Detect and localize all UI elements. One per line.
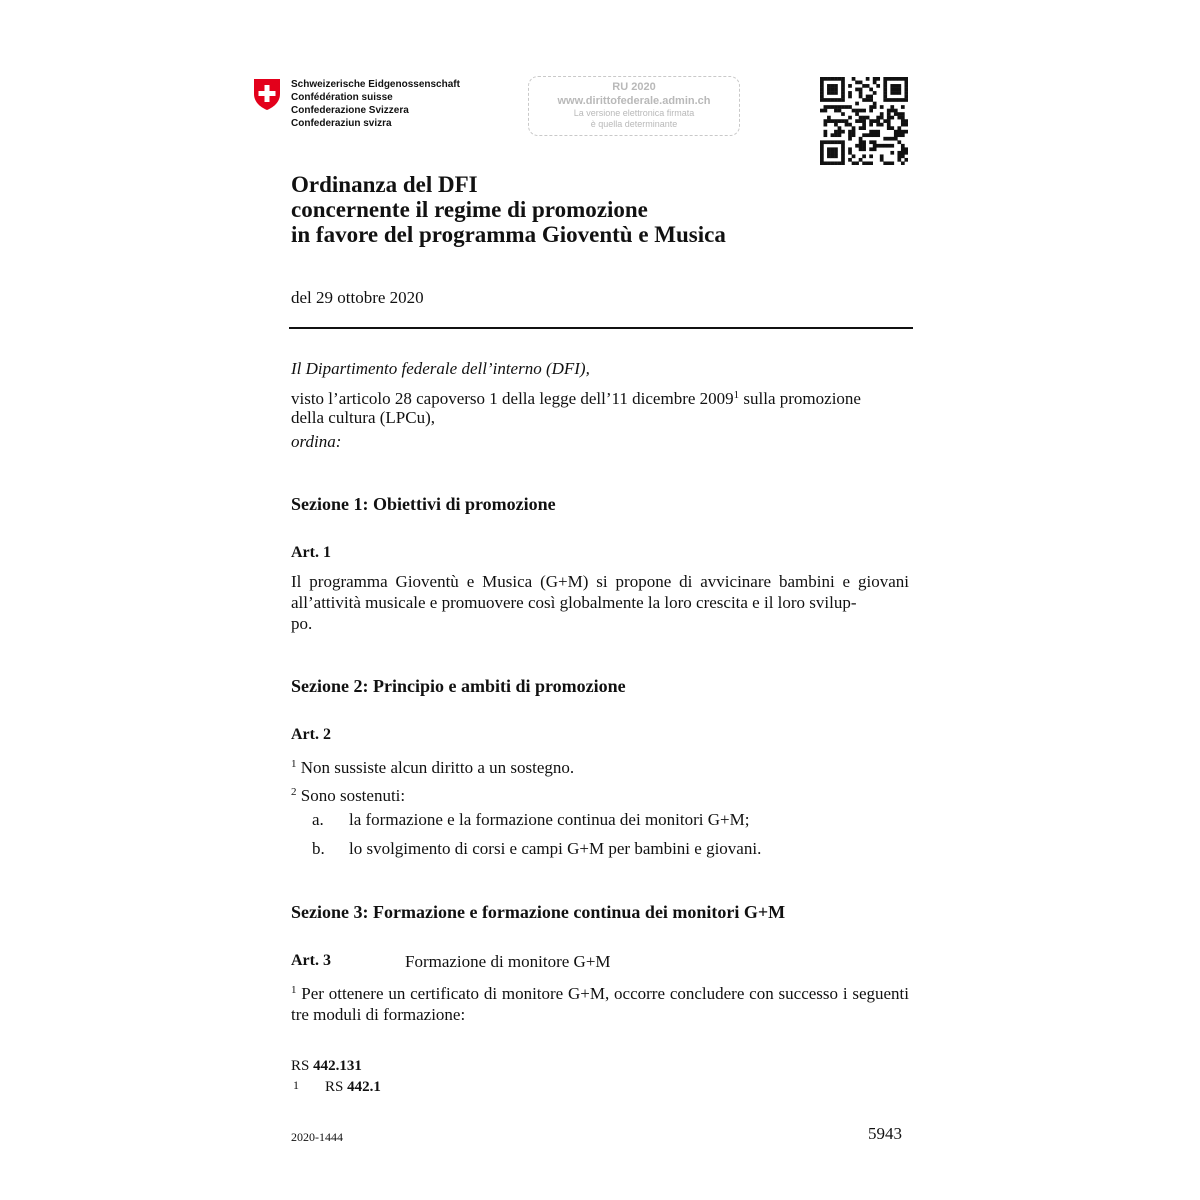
stamp-url: www.dirittofederale.admin.ch bbox=[557, 95, 711, 107]
article-1-body-end: po. bbox=[291, 614, 313, 633]
list-item-text: la formazione e la formazione continua dei monitori G+M; bbox=[349, 810, 750, 829]
article-3-label: Art. 3 bbox=[291, 952, 331, 969]
list-item-text: lo svolgimento di corsi e campi G+M per bambini e giovani. bbox=[349, 839, 762, 858]
footnote-1-prefix: RS bbox=[325, 1079, 348, 1095]
article-1-text bbox=[291, 571, 909, 634]
preamble-legal-basis-line-2: della cultura (LPCu), bbox=[291, 408, 435, 427]
paragraph-number: 1 bbox=[291, 758, 297, 770]
qr-code-icon bbox=[820, 77, 908, 165]
preamble-legal-basis-text: visto l’articolo 28 capoverso 1 della legge dell’11 dicembre 2009 bbox=[291, 389, 734, 408]
article-2-label: Art. 2 bbox=[291, 726, 331, 743]
section-3-heading: Sezione 3: Formazione e formazione continua dei monitori G+M bbox=[291, 902, 786, 922]
preamble-legal-basis-line-1 bbox=[291, 385, 861, 409]
confederation-name-it: Confederazione Svizzera bbox=[291, 105, 409, 116]
article-2-paragraph-1 bbox=[291, 754, 574, 778]
article-1-label: Art. 1 bbox=[291, 544, 331, 561]
article-3-subtitle: Formazione di monitore G+M bbox=[405, 952, 611, 971]
title-line-2: concernente il regime di promozione bbox=[291, 197, 648, 222]
list-item-letter: b. bbox=[312, 839, 325, 858]
section-2-heading: Sezione 2: Principio e ambiti di promozione bbox=[291, 676, 626, 696]
stamp-collection: RU 2020 bbox=[612, 81, 656, 93]
title-line-1: Ordinanza del DFI bbox=[291, 172, 478, 197]
article-3-paragraph-1 bbox=[291, 980, 909, 1025]
title-divider bbox=[289, 327, 913, 329]
preamble-ordina: ordina: bbox=[291, 432, 342, 451]
paragraph-number: 2 bbox=[291, 786, 297, 798]
document-title bbox=[291, 172, 726, 247]
preamble-authority: Il Dipartimento federale dell’interno (DFI), bbox=[291, 359, 590, 378]
preamble-legal-basis-text-cont: sulla promozione bbox=[739, 389, 861, 408]
confederation-name-rm: Confederaziun svizra bbox=[291, 118, 392, 129]
stamp-note-2: è quella determinante bbox=[590, 119, 678, 129]
article-2-paragraph-2 bbox=[291, 782, 405, 806]
official-publication-stamp bbox=[528, 76, 740, 136]
list-item-letter: a. bbox=[312, 810, 324, 829]
paragraph-text: Per ottenere un certificato di monitore G+M, occorre concludere con successo i seguenti tre moduli di formazione: bbox=[291, 984, 909, 1024]
title-line-3: in favore del programma Gioventù e Musica bbox=[291, 222, 726, 247]
document-code: 2020-1444 bbox=[291, 1130, 343, 1144]
confederation-name-de: Schweizerische Eidgenossenschaft bbox=[291, 79, 460, 90]
page-number: 5943 bbox=[868, 1124, 902, 1143]
footnote-1-number: 1 bbox=[293, 1078, 299, 1092]
confederation-names bbox=[291, 78, 460, 130]
section-1-heading: Sezione 1: Obiettivi di promozione bbox=[291, 494, 556, 514]
stamp-note-1: La versione elettronica firmata bbox=[573, 108, 695, 118]
article-1-body: Il programma Gioventù e Musica (G+M) si propone di avvicinare bambini e giovani all’attività musicale e promuovere così globalmente la loro crescita e il loro svilup- bbox=[291, 572, 909, 612]
confederation-name-fr: Confédération suisse bbox=[291, 92, 393, 103]
paragraph-number: 1 bbox=[291, 984, 297, 996]
swiss-cross-shield-icon bbox=[252, 78, 282, 111]
footnote-reference[interactable]: 1 bbox=[733, 389, 740, 401]
footnote-1-text bbox=[325, 1079, 381, 1096]
document-date: del 29 ottobre 2020 bbox=[291, 288, 424, 307]
footnote-1-value: 442.1 bbox=[347, 1079, 381, 1095]
paragraph-text: Non sussiste alcun diritto a un sostegno. bbox=[296, 758, 575, 777]
rs-prefix: RS bbox=[291, 1058, 314, 1074]
rs-number bbox=[291, 1058, 362, 1075]
rs-value: 442.131 bbox=[313, 1058, 362, 1074]
paragraph-text: Sono sostenuti: bbox=[296, 786, 406, 805]
